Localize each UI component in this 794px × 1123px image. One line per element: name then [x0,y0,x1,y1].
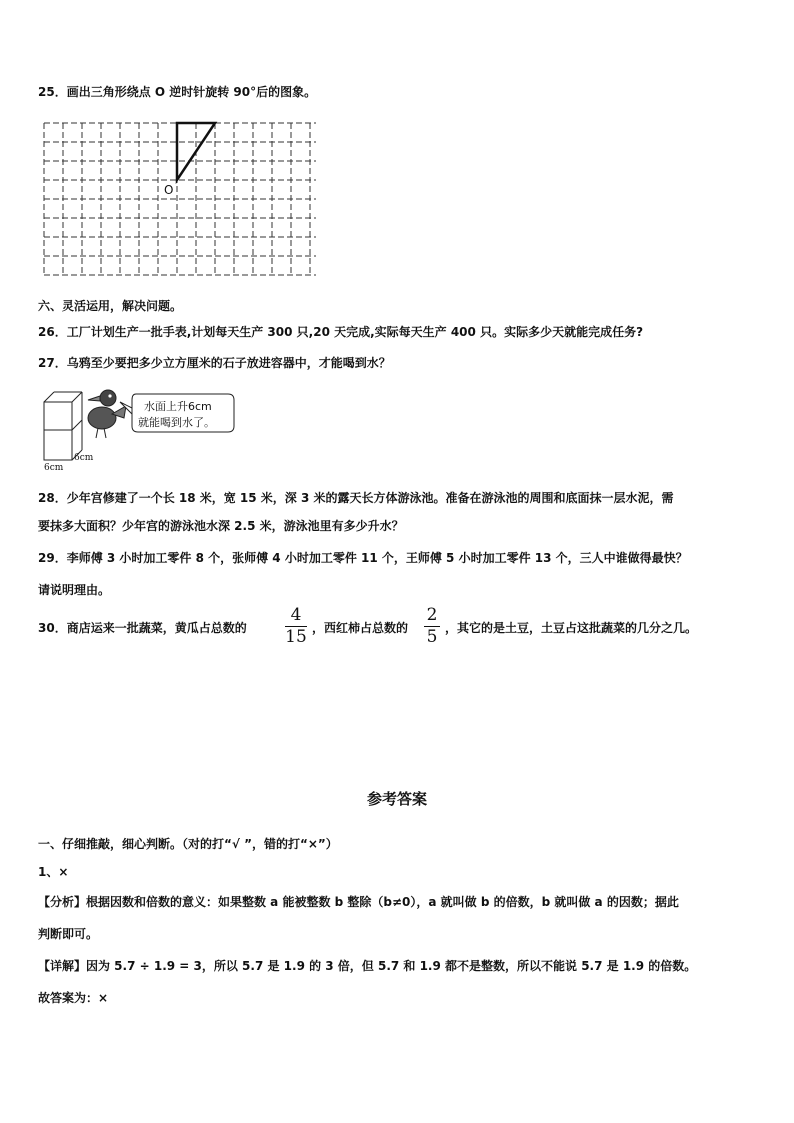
question-30-part1: 30．商店运来一批蔬菜，黄瓜占总数的 [38,621,247,635]
question-29-line2: 请说明理由。 [38,583,111,597]
question-27-text: 27．乌鸦至少要把多少立方厘米的石子放进容器中，才能喝到水？ [38,356,391,370]
crow-icon [88,390,126,438]
question-28-line1: 28．少年宫修建了一个长 18 米，宽 15 米，深 3 米的露天长方体游泳池。准备在游泳池的周围和底面抹一层水泥，需 [38,491,674,505]
answer-conclusion: 故答案为：× [38,991,109,1005]
fraction-cucumber-numerator: 4 [290,605,302,625]
answer-item-1: 1、× [38,865,69,879]
point-o-label: O [164,183,174,197]
fraction-tomato-numerator: 2 [426,605,438,625]
question-26-text: 26．工厂计划生产一批手表,计划每天生产 300 只,20 天完成,实际每天生产 400 只。实际多少天就能完成任务? [38,325,644,339]
question-30-part3: ，其它的是土豆，土豆占这批蔬菜的几分之几。 [445,621,698,635]
section-6-heading: 六、灵活运用，解决问题。 [38,299,183,313]
detail-explanation: 【详解】因为 5.7 ÷ 1.9 = 3，所以 5.7 是 1.9 的 3 倍，但 5.7 和 1.9 都不是整数，所以不能说 5.7 是 1.9 的倍数。 [38,959,697,973]
bubble-text-line2: 就能喝到水了。 [138,416,215,429]
question-29-line1: 29．李师傅 3 小时加工零件 8 个，张师傅 4 小时加工零件 11 个，王师傅 5 小时加工零件 13 个，三人中谁做得最快？ [38,551,688,565]
analysis-line2: 判断即可。 [38,927,99,941]
width-dimension-label: 6cm [44,463,64,472]
answer-key-title: 参考答案 [366,790,427,808]
answer-section-1-heading: 一、仔细推敲，细心判断。（对的打“√ ”，错的打“×”） [38,837,338,851]
crow-container-illustration [40,380,240,472]
question-28-line2: 要抹多大面积？少年宫的游泳池水深 2.5 米，游泳池里有多少升水？ [38,519,404,533]
fraction-cucumber-denominator: 15 [285,627,307,647]
depth-dimension-label: 6cm [74,453,94,463]
fraction-tomato-denominator: 5 [426,627,438,647]
rotation-grid-figure [40,118,320,280]
fraction-tomato [424,606,440,647]
analysis-line1: 【分析】根据因数和倍数的意义：如果整数 a 能被整数 b 整除（b≠0），a 就叫做 b 的倍数，b 就叫做 a 的因数；据此 [38,895,679,909]
question-25-text: 25．画出三角形绕点 O 逆时针旋转 90°后的图象。 [38,85,317,99]
fraction-cucumber [285,606,307,647]
question-30-part2: ，西红柿占总数的 [312,621,409,635]
bubble-text-line1: 水面上升6cm [144,400,212,413]
